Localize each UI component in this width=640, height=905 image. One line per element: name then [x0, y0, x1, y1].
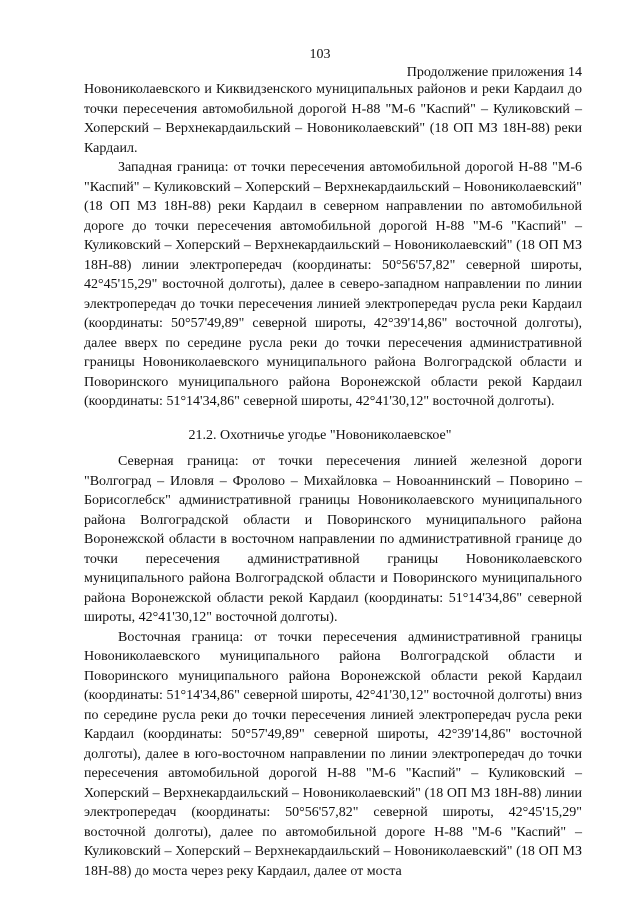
paragraph-continuation: Новониколаевского и Киквидзенского муниципальных районов и реки Кардаил до точки пересечения автомобильной дорогой Н-88 "М-6 "Каспий" – Куликовский – Хоперский – Верхнекардаильский – Новониколаевский" (18 ОП МЗ 18Н-88) реки Кардаил. [84, 82, 582, 156]
paragraph-northern-border: Северная граница: от точки пересечения линией железной дороги "Волгоград – Иловля – Фролово – Михайловка – Новоаннинский – Поворино – Борисоглебск" административной границы Новониколаевского муниципального района Волгоградской области и Поворинского муниципального района Воронежской области в восточном направлении по административной границе до точки пересечения административной границы Новониколаевского муниципального района Волгоградской области и Поворинского муниципального района Воронежской области рекой Кардаил (координаты: 51°14'34,86" северной широты, 42°41'30,12" восточной долготы). [84, 454, 582, 625]
paragraph-eastern-border: Восточная граница: от точки пересечения административной границы Новониколаевского муниципального района Волгоградской области и Поворинского муниципального района Воронежской области рекой Кардаил (координаты: 51°14'34,86" северной широты, 42°41'30,12" восточной долготы) вниз по середине русла реки до точки пересечения линией электропередач русла реки Кардаил (координаты: 50°57'49,89" северной широты, 42°39'14,86" восточной долготы), далее в юго-восточном направлении по линии электропередач до точки пересечения автомобильной дорогой Н-88 "М-6 "Каспий" – Куликовский – Хоперский – Верхнекардаильский – Новониколаевский" (18 ОП МЗ 18Н-88) линии электропередач (координаты: 50°56'57,82" северной широты, 42°45'15,29" восточной долготы), далее по автомобильной дороге Н-88 "М-6 "Каспий" – Куликовский – Хоперский – Верхнекардаильский – Новониколаевский" (18 ОП МЗ 18Н-88) до моста через реку Кардаил, далее от моста [84, 629, 582, 879]
section-heading: 21.2. Охотничье угодье "Новониколаевское" [188, 428, 452, 443]
appendix-continuation-note: Продолжение приложения 14 [406, 65, 582, 80]
paragraph-western-border: Западная граница: от точки пересечения автомобильной дорогой Н-88 "М-6 "Каспий" – Куликовский – Хоперский – Верхнекардаильский – Новониколаевский" (18 ОП МЗ 18Н-88) реки Кардаил в северном направлении по автомобильной дороге до точки пересечения автомобильной дорогой Н-88 "М-6 "Каспий" – Куликовский – Хоперский – Верхнекардаильский – Новониколаевский" (18 ОП МЗ 18Н-88) линии электропередач (координаты: 50°56'57,82" северной широты, 42°45'15,29" восточной долготы), далее в северо-западном направлении по линии электропередач до точки пересечения линией электропередач русла реки Кардаил (координаты: 50°57'49,89" северной широты, 42°39'14,86" восточной долготы), далее вверх по середине русла реки до точки пересечения административной границы Новониколаевского муниципального района Волгоградской области и Поворинского муниципального района Воронежской области рекой Кардаил (координаты: 51°14'34,86" северной широты, 42°41'30,12" восточной долготы). [84, 160, 582, 409]
section-text-lower [84, 452, 582, 881]
page-number: 103 [309, 47, 331, 62]
section-text-upper [84, 80, 582, 412]
